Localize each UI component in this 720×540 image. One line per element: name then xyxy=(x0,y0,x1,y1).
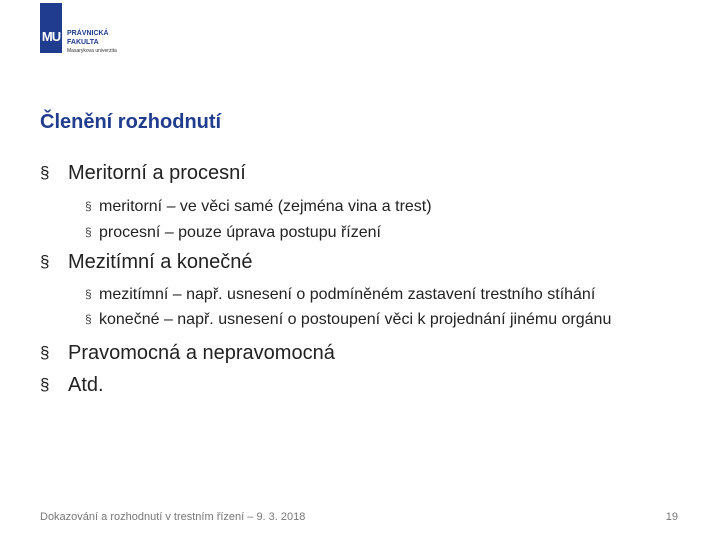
list-item xyxy=(40,160,680,186)
list-item-label: Mezitímní a konečné xyxy=(68,251,253,273)
bullet-icon: § xyxy=(40,163,50,182)
sub-list-item xyxy=(40,222,680,243)
slide-content xyxy=(40,160,680,398)
sub-list-item-text: konečné – např. usnesení o postoupení věci k projednání jinému orgánu xyxy=(99,311,612,328)
bullet-icon: § xyxy=(40,252,50,271)
logo-mark-text: MU xyxy=(41,29,61,44)
logo-text xyxy=(67,29,117,56)
list-item-label: Meritorní a procesní xyxy=(68,162,246,184)
faculty-logo xyxy=(40,3,117,56)
logo-university-name: Masarykova univerzita xyxy=(67,48,117,54)
bullet-icon: § xyxy=(40,375,50,394)
slide-title: Členění rozhodnutí xyxy=(40,111,222,133)
sub-list-item xyxy=(40,196,680,217)
sub-list-item xyxy=(40,309,680,330)
list-item xyxy=(40,249,680,275)
list-item xyxy=(40,372,680,398)
sub-bullet-icon: § xyxy=(85,287,92,301)
university-logo-icon xyxy=(40,3,62,53)
sub-list-item-text: meritorní – ve věci samé (zejména vina a trest) xyxy=(99,198,432,215)
list-item-label: Atd. xyxy=(68,374,104,396)
page-number: 19 xyxy=(665,511,678,523)
list-item-label: Pravomocná a nepravomocná xyxy=(68,342,335,364)
sub-bullet-icon: § xyxy=(85,312,92,326)
sub-list-item-text: procesní – pouze úprava postupu řízení xyxy=(99,224,381,241)
footer-text: Dokazování a rozhodnutí v trestním řízení – 9. 3. 2018 xyxy=(40,511,306,523)
sub-bullet-icon: § xyxy=(85,225,92,239)
bullet-icon: § xyxy=(40,343,50,362)
sub-list-item-text: mezitímní – např. usnesení o podmíněném zastavení trestního stíhání xyxy=(99,286,596,303)
sub-bullet-icon: § xyxy=(85,199,92,213)
sub-list-item xyxy=(40,284,680,305)
list-item xyxy=(40,340,680,366)
logo-faculty-name: PRÁVNICKÁ xyxy=(67,30,109,37)
logo-faculty-word: FAKULTA xyxy=(67,39,99,46)
